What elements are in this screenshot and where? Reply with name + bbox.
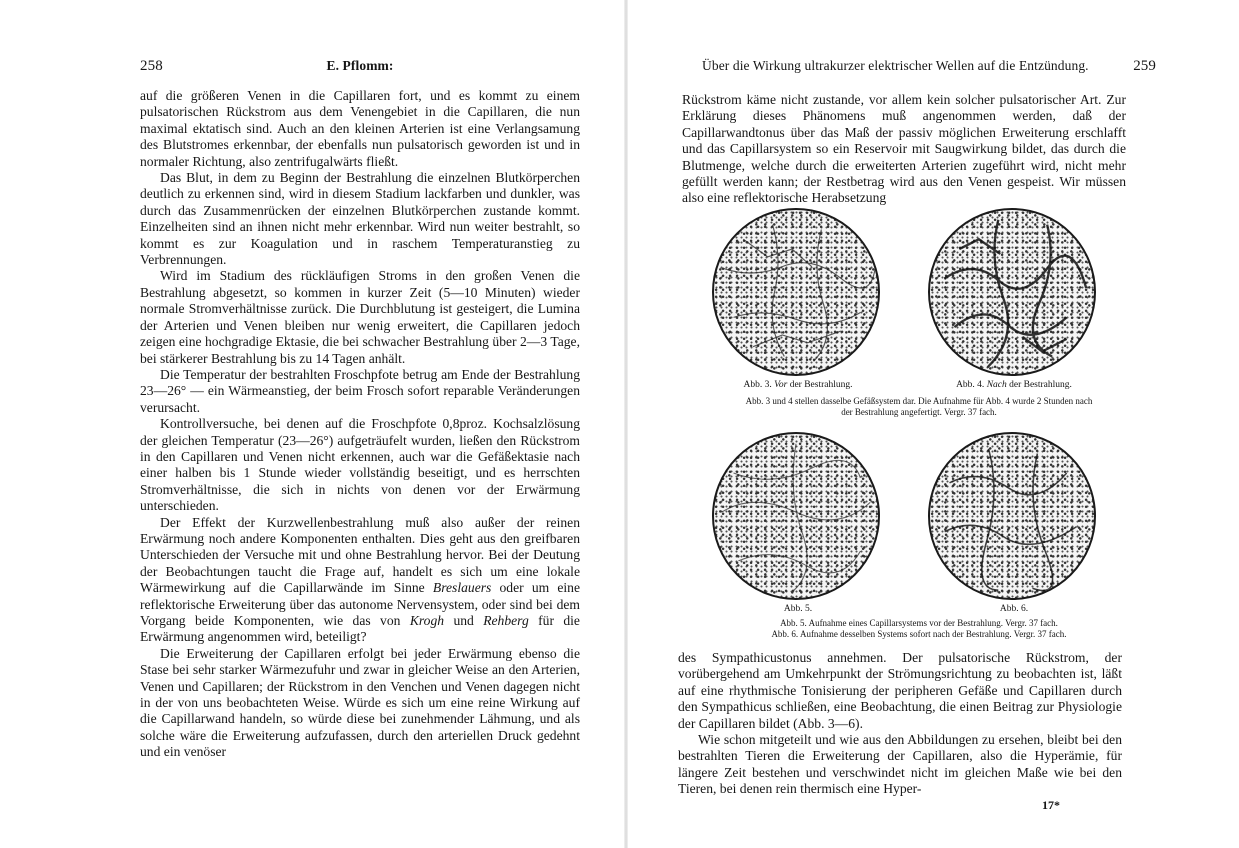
left-body-text xyxy=(140,88,580,761)
right-body-text-top xyxy=(682,92,1126,207)
paragraph-text: für die Erwärmung angenommen wird, beteiligt? xyxy=(140,613,580,645)
caption-line: Abb. 3 und 4 stellen dasselbe Gefäßsystem dar. Die Aufnahme für Abb. 4 wurde 2 Stunden nach xyxy=(745,396,1093,406)
figure-6 xyxy=(928,432,1100,614)
caption-line: Abb. 5. Aufnahme eines Capillarsystems vor der Bestrahlung. Vergr. 37 fach. xyxy=(780,618,1058,628)
figure-5-label: Abb. 5. xyxy=(783,604,813,614)
right-page xyxy=(628,0,1239,848)
author-name-rehberg: Rehberg xyxy=(483,613,529,628)
figure-panel xyxy=(680,208,1158,640)
figure-row-top xyxy=(680,208,1158,390)
paragraph: Die Temperatur der bestrahlten Froschpfote betrug am Ende der Bestrahlung 23—26° — ein Wärmeanstieg, der beim Frosch sofort reparable Veränderungen verursacht. xyxy=(140,366,580,415)
micrograph-6 xyxy=(928,432,1096,600)
paragraph: Wie schon mitgeteilt und wie aus den Abbildungen zu ersehen, bleibt bei den bestrahlten Tieren die Erweiterung der Capillaren, also die Hyperämie, für längere Zeit bestehen und verschwindet nicht im gleichen Maße wie bei den Tieren, bei denen rein thermisch eine Hyper- xyxy=(678,732,1122,797)
figure-4-emphasis: Nach xyxy=(986,380,1007,390)
paragraph: Das Blut, in dem zu Beginn der Bestrahlung die einzelnen Blutkörperchen deutlich zu erkennen sind, wird in diesem Stadium lackfarben und dunkler, was durch das Zusammenrücken der einzelnen Blutkörperchen zustande kommt. Einzelheiten sind an ihnen nicht mehr erkennbar. Wird nun weiter bestrahlt, so kommt es zur Koagulation und in raschem Temperaturanstieg zu Verbrennungen. xyxy=(140,170,580,268)
right-page-number: 259 xyxy=(1133,58,1156,74)
figure-6-label: Abb. 6. xyxy=(999,604,1029,614)
paragraph-text: und xyxy=(453,613,474,628)
figure-4-number: Abb. 4. xyxy=(956,380,985,390)
micrograph-5 xyxy=(712,432,880,600)
paragraph xyxy=(140,515,580,646)
caption-line: der Bestrahlung angefertigt. Vergr. 37 fach. xyxy=(841,407,997,417)
paragraph: des Sympathicustonus annehmen. Der pulsatorische Rückstrom, der vorübergehend am Umkehrpunkt der Strömungsrichtung zu beobachten ist, läßt auf eine rhythmische Tonisierung der peripheren Gefäße und Capillaren durch den Sympathicus schließen, eine Beobachtung, die einen Beitrag zur Physiologie der Capillaren bildet (Abb. 3—6). xyxy=(678,650,1122,731)
figure-row-bottom xyxy=(680,432,1158,614)
left-page-number: 258 xyxy=(140,58,163,74)
caption-line: Abb. 6. Aufnahme desselben Systems sofort nach der Bestrahlung. Vergr. 37 fach. xyxy=(771,629,1067,639)
figure-3-label xyxy=(712,380,884,390)
author-name-krogh: Krogh xyxy=(409,613,445,628)
figure-5-6-caption xyxy=(680,618,1158,640)
author-name-breslauer: Breslauers xyxy=(432,580,492,596)
figure-4-text: der Bestrahlung. xyxy=(1009,380,1072,390)
figure-3-emphasis: Vor xyxy=(774,380,788,390)
right-body-text-bottom xyxy=(678,650,1122,798)
figure-3-text: der Bestrahlung. xyxy=(789,380,853,390)
vessel-network-3 xyxy=(714,210,878,374)
paragraph-text: oder um eine reflektorische Erweiterung über das autonome Nervensystem, oder sind bei dem Vorgang beide Komponenten, wie das von xyxy=(140,580,581,628)
paragraph: Die Erweiterung der Capillaren erfolgt bei jeder Erwärmung ebenso die Stase bei sehr starker Wärmezufuhr und zwar in gleicher Weise an den Arterien, Venen und Capillaren; der Rückstrom in den Venchen und Venen dagegen nicht in der von uns beobachteten Weise. Würde es sich um eine reine Wirkung auf die Capillarwand handeln, so würde diese bei zunehmender Lähmung, und als solche wäre die Erweiterung aufzufassen, durch den arteriellen Druck gedehnt und ein venöser xyxy=(140,645,580,760)
right-running-head-title: Über die Wirkung ultrakurzer elektrischer Wellen auf die Entzündung. xyxy=(702,58,1089,73)
paragraph: Kontrollversuche, bei denen auf die Froschpfote 0,8proz. Kochsalzlösung der gleichen Temperatur (23—26°) aufgeträufelt wurden, ließen den Rückstrom in den Capillaren und Venen nicht erkennen, auch war die Gefäßektasie nach einer halben bis 1 Stunde wieder vollständig beseitigt, und es herrschten Stromverhältnisse, die sich in nichts von denen vor der Erwärmung unterschieden. xyxy=(140,416,580,514)
printer-signature: 17* xyxy=(1042,798,1060,812)
left-running-head-author: E. Pflomm: xyxy=(326,58,394,73)
figure-3 xyxy=(712,208,884,390)
paragraph-text: Der Effekt der Kurzwellenbestrahlung muß also außer der reinen Erwärmung noch andere Komponenten enthalten. Dies geht aus den greifbaren Unterschieden der Versuche mit und ohne Bestrahlung hervor. Bei der Deutung der Beobachtungen taucht die Frage auf, handelt es sich um eine lokale Wärmewirkung auf die Capillarwände im Sinne xyxy=(140,514,580,596)
figure-4-label xyxy=(928,380,1100,390)
paragraph: auf die größeren Venen in die Capillaren fort, und es kommt zu einem pulsatorischen Rückstrom aus dem Venengebiet in die Capillaren, die nun maximal ektatisch sind. Auch an den kleinen Arterien ist eine Verlangsamung des Blutstromes erkennbar, der ebenfalls nun pulsatorisch geworden ist und in normaler Richtung, also zentrifugalwärts fließt. xyxy=(140,88,580,169)
micrograph-4 xyxy=(928,208,1096,376)
vessel-network-5 xyxy=(714,434,878,598)
vessel-network-4 xyxy=(930,210,1094,374)
figure-3-number: Abb. 3. xyxy=(743,380,772,390)
vessel-network-6 xyxy=(930,434,1094,598)
figure-3-4-caption xyxy=(680,396,1158,418)
figure-5 xyxy=(712,432,884,614)
micrograph-3 xyxy=(712,208,880,376)
paragraph: Wird im Stadium des rückläufigen Stroms in den großen Venen die Bestrahlung abgesetzt, so kommen in kurzer Zeit (5—10 Minuten) wieder normale Stromverhältnisse zurück. Die Durchblutung ist gesteigert, die Lumina der Arterien und Venen bleiben nur wenig erweitert, die Capillaren jedoch zeigen eine hochgradige Ektasie, die bei schwacher Bestrahlung über 2—3 Tage, bei stärkerer Bestrahlung bis zu 14 Tagen anhält. xyxy=(140,268,580,366)
figure-4 xyxy=(928,208,1100,390)
paragraph: Rückstrom käme nicht zustande, vor allem kein solcher pulsatorischer Art. Zur Erklärung dieses Phänomens muß angenommen werden, daß der Capillarwandtonus über das Maß der passiv möglichen Erweiterung erschlafft und das Capillarsystem so ein Reservoir mit Saugwirkung bildet, das durch die Blutmenge, welche durch die erweiterten Arterien zugeführt wird, nicht mehr gefüllt werden kann; der Restbetrag wird aus den Venen gespeist. Wir müssen also eine reflektorische Herabsetzung xyxy=(682,92,1126,206)
